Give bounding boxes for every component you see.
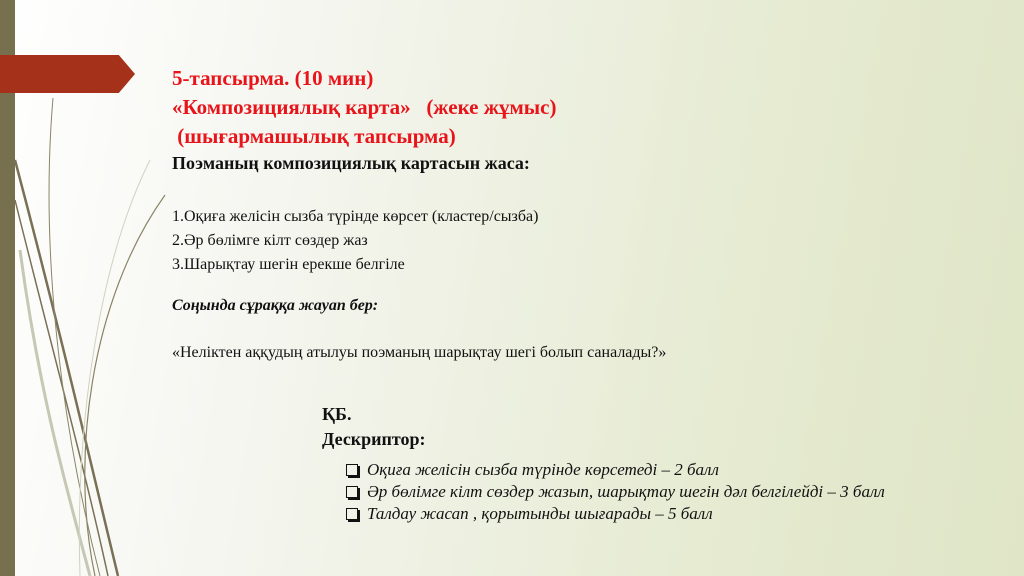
checkbox-bullet-icon: [346, 508, 358, 520]
descriptor-list: [346, 459, 885, 525]
list-item: Талдау жасап , қорытынды шығарады – 5 балл: [346, 503, 885, 525]
list-item: 1.Оқиға желісін сызба түрінде көрсет (кластер/сызба): [172, 208, 539, 225]
assessment-heading: ҚБ. Дескриптор:: [322, 404, 426, 449]
steps-list: [172, 205, 538, 277]
task-title: 5-тапсырма. (10 мин) «Композициялық карта» (жеке жұмыс) (шығармашылық тапсырма): [172, 66, 557, 148]
checkbox-bullet-icon: [346, 464, 358, 476]
title-arrow-decoration: [0, 55, 135, 93]
list-item: 2.Әр бөлімге кілт сөздер жаз: [172, 232, 368, 249]
question-text: «Неліктен аққудың атылуы поэманың шарықтау шегі болып саналады?»: [172, 344, 667, 361]
list-item: Әр бөлімге кілт сөздер жазып, шарықтау шегін дәл белгілейді – 3 балл: [346, 481, 885, 503]
question-label: Соңында сұраққа жауап бер:: [172, 297, 379, 314]
list-item: 3.Шарықтау шегін ерекше белгіле: [172, 256, 405, 273]
checkbox-bullet-icon: [346, 486, 358, 498]
list-item: Оқиға желісін сызба түрінде көрсетеді – 2 балл: [346, 459, 885, 481]
task-subtitle: Поэманың композициялық картасын жаса:: [172, 153, 530, 173]
